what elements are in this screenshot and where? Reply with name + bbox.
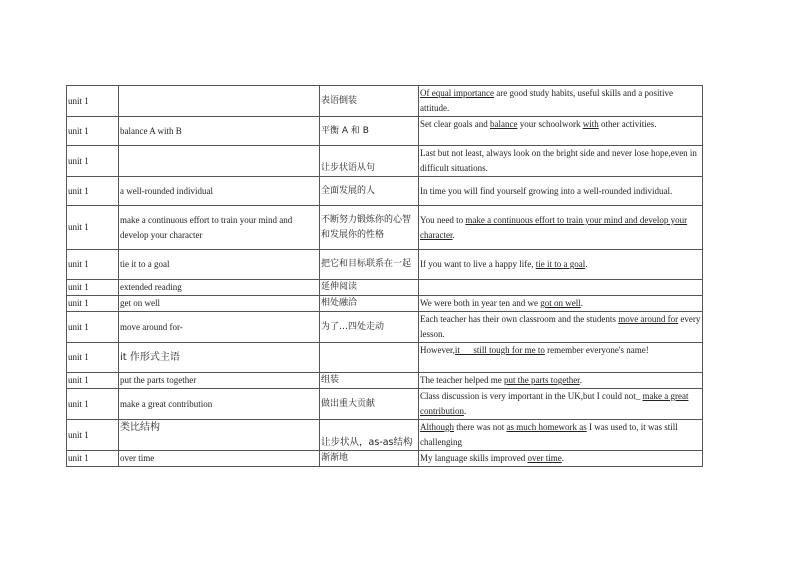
example-cell: If you want to live a happy life, tie it to a goal. xyxy=(419,250,703,280)
phrase-cell: make a great contribution xyxy=(119,389,320,420)
chinese-cell: 相处融洽 xyxy=(320,296,419,312)
table-row xyxy=(67,420,703,451)
table-row xyxy=(67,343,703,373)
phrase-cell: get on well xyxy=(119,296,320,312)
unit-cell: unit 1 xyxy=(67,312,119,343)
unit-cell: unit 1 xyxy=(67,250,119,280)
example-cell: You need to make a continuous effort to train your mind and develop your character. xyxy=(419,206,703,250)
phrase-cell: over time xyxy=(119,451,320,467)
phrase-cell: a well-rounded individual xyxy=(119,177,320,206)
table-row xyxy=(67,206,703,250)
table-row xyxy=(67,250,703,280)
example-cell: We were both in year ten and we got on well. xyxy=(419,296,703,312)
table-row xyxy=(67,312,703,343)
chinese-cell: 延伸阅读 xyxy=(320,280,419,296)
table-row xyxy=(67,389,703,420)
chinese-cell: 做出重大贡献 xyxy=(320,389,419,420)
example-cell: Of equal importance are good study habits, useful skills and a positive attitude. xyxy=(419,86,703,117)
phrase-cell xyxy=(119,146,320,177)
vocabulary-table xyxy=(66,85,703,467)
example-cell: Although there was not as much homework as I was used to, it was still challenging xyxy=(419,420,703,451)
chinese-cell: 把它和目标联系在一起 xyxy=(320,250,419,280)
phrase-cell: move around for- xyxy=(119,312,320,343)
table-row xyxy=(67,177,703,206)
unit-cell: unit 1 xyxy=(67,296,119,312)
unit-cell: unit 1 xyxy=(67,86,119,117)
phrase-cell: balance A with B xyxy=(119,117,320,146)
table-row xyxy=(67,373,703,389)
example-cell: Each teacher has their own classroom and the students move around for every lesson. xyxy=(419,312,703,343)
chinese-cell: 组装 xyxy=(320,373,419,389)
example-cell: Set clear goals and balance your schoolwork with other activities. xyxy=(419,117,703,146)
table-row xyxy=(67,296,703,312)
unit-cell: unit 1 xyxy=(67,177,119,206)
chinese-cell: 让步状从，as-as结构 xyxy=(320,420,419,451)
example-cell: However,it still tough for me to remember everyone's name! xyxy=(419,343,703,373)
unit-cell: unit 1 xyxy=(67,451,119,467)
phrase-cell: tie it to a goal xyxy=(119,250,320,280)
chinese-cell: 为了…四处走动 xyxy=(320,312,419,343)
chinese-cell xyxy=(320,343,419,373)
table-row xyxy=(67,86,703,117)
chinese-cell: 让步状语从句 xyxy=(320,146,419,177)
example-cell xyxy=(419,280,703,296)
unit-cell: unit 1 xyxy=(67,373,119,389)
phrase-cell: 类比结构 xyxy=(119,420,320,451)
unit-cell: unit 1 xyxy=(67,117,119,146)
example-cell: Last but not least, always look on the bright side and never lose hope,even in difficult situations. xyxy=(419,146,703,177)
chinese-cell: 不断努力锻炼你的心智和发展你的性格 xyxy=(320,206,419,250)
chinese-cell: 全面发展的人 xyxy=(320,177,419,206)
phrase-cell: put the parts together xyxy=(119,373,320,389)
phrase-cell: it 作形式主语 xyxy=(119,343,320,373)
table-row xyxy=(67,117,703,146)
unit-cell: unit 1 xyxy=(67,343,119,373)
example-cell: My language skills improved over time. xyxy=(419,451,703,467)
unit-cell: unit 1 xyxy=(67,146,119,177)
unit-cell: unit 1 xyxy=(67,206,119,250)
phrase-cell: extended reading xyxy=(119,280,320,296)
chinese-cell: 表语倒装 xyxy=(320,86,419,117)
unit-cell: unit 1 xyxy=(67,420,119,451)
phrase-cell: make a continuous effort to train your mind and develop your character xyxy=(119,206,320,250)
example-cell: The teacher helped me put the parts together. xyxy=(419,373,703,389)
unit-cell: unit 1 xyxy=(67,280,119,296)
table-row xyxy=(67,280,703,296)
example-cell: In time you will find yourself growing into a well-rounded individual. xyxy=(419,177,703,206)
example-cell: Class discussion is very important in the UK,but I could not_ make a great contribution. xyxy=(419,389,703,420)
table-row xyxy=(67,451,703,467)
chinese-cell: 平衡 A 和 B xyxy=(320,117,419,146)
unit-cell: unit 1 xyxy=(67,389,119,420)
table-row xyxy=(67,146,703,177)
chinese-cell: 渐渐地 xyxy=(320,451,419,467)
phrase-cell xyxy=(119,86,320,117)
